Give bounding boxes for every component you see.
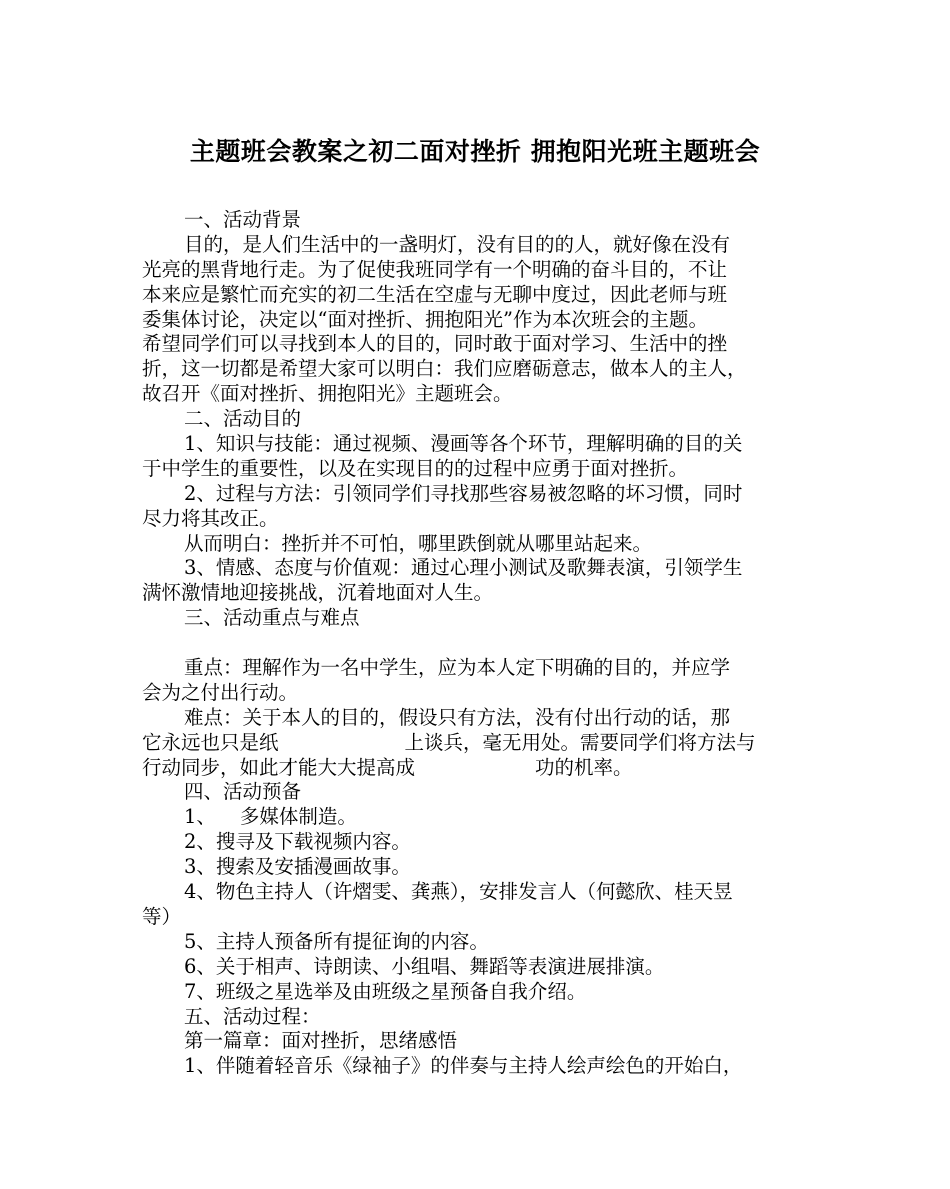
section-heading-preparation: 四、活动预备	[184, 780, 302, 804]
text-segment: 上谈兵，毫无用处。需要同学们将方法与	[404, 730, 756, 754]
paragraph-line: 会为之付出行动。	[142, 680, 299, 704]
list-item: 3、搜索及安插漫画故事。	[184, 855, 411, 879]
paragraph-line: 2、过程与方法：引领同学们寻找那些容易被忽略的坏习惯，同时	[184, 481, 743, 505]
paragraph-line	[142, 756, 822, 781]
document-title: 主题班会教案之初二面对挫折 拥抱阳光班主题班会	[189, 137, 761, 166]
paragraph-line: 尽力将其改正。	[142, 506, 279, 530]
text-segment: 行动同步，如此才能大大提高成	[142, 755, 416, 779]
paragraph-line: 故召开《面对挫折、拥抱阳光》主题班会。	[142, 382, 513, 406]
paragraph-line: 重点：理解作为一名中学生，应为本人定下明确的目的，并应学	[184, 656, 731, 680]
list-item: 2、搜寻及下载视频内容。	[184, 830, 411, 854]
list-item: 4、物色主持人（许熠雯、龚燕），安排发言人（何懿欣、桂天昱	[184, 880, 733, 904]
paragraph-line: 1、伴随着轻音乐《绿袖子》的伴奏与主持人绘声绘色的开始白，	[184, 1054, 743, 1078]
paragraph-line: 委集体讨论，决定以“面对挫折、拥抱阳光”作为本次班会的主题。	[142, 307, 708, 331]
list-item	[142, 805, 822, 830]
chapter-heading: 第一篇章：面对挫折，思绪感悟	[184, 1029, 458, 1053]
list-text: 多媒体制造。	[239, 805, 357, 829]
list-item: 7、班级之星选举及由班级之星预备自我介绍。	[184, 979, 587, 1003]
paragraph-line	[142, 731, 822, 756]
paragraph-line: 满怀激情地迎接挑战，沉着地面对人生。	[142, 581, 494, 605]
text-segment: 功的机率。	[535, 755, 633, 779]
paragraph-line: 希望同学们可以寻找到本人的目的，同时敢于面对学习、生活中的挫	[142, 332, 728, 356]
section-heading-background: 一、活动背景	[184, 208, 302, 231]
paragraph-line: 于中学生的重要性，以及在实现目的的过程中应勇于面对挫折。	[142, 456, 689, 480]
paragraph-line: 目的，是人们生活中的一盏明灯，没有目的的人，就好像在没有	[184, 232, 731, 256]
list-number: 1、	[184, 805, 216, 829]
list-item: 6、关于相声、诗朗读、小组唱、舞蹈等表演进展排演。	[184, 954, 665, 978]
blank-line	[142, 631, 822, 656]
section-heading-goals: 二、活动目的	[184, 407, 302, 431]
paragraph-line: 折，这一切都是希望大家可以明白：我们应磨砺意志，做本人的主人，	[142, 357, 747, 381]
text-segment: 它永远也只是纸	[142, 730, 279, 754]
paragraph-line: 从而明白：挫折并不可怕，哪里跌倒就从哪里站起来。	[184, 531, 653, 555]
paragraph-line: 本来应是繁忙而充实的初二生活在空虚与无聊中度过，因此老师与班	[142, 282, 728, 306]
paragraph-line: 光亮的黑背地行走。为了促使我班同学有一个明确的奋斗目的，不让	[142, 257, 728, 281]
paragraph-line: 1、知识与技能：通过视频、漫画等各个环节，理解明确的目的关	[184, 432, 743, 456]
document-body	[142, 208, 822, 1079]
list-item-continuation: 等）	[142, 904, 182, 928]
section-heading-focus: 三、活动重点与难点	[184, 606, 360, 630]
paragraph-line: 难点：关于本人的目的，假设只有方法，没有付出行动的话，那	[184, 705, 731, 729]
paragraph-line: 3、情感、态度与价值观：通过心理小测试及歌舞表演，引领学生	[184, 556, 743, 580]
section-heading-process: 五、活动过程：	[184, 1004, 321, 1028]
list-item: 5、主持人预备所有提征询的内容。	[184, 929, 489, 953]
